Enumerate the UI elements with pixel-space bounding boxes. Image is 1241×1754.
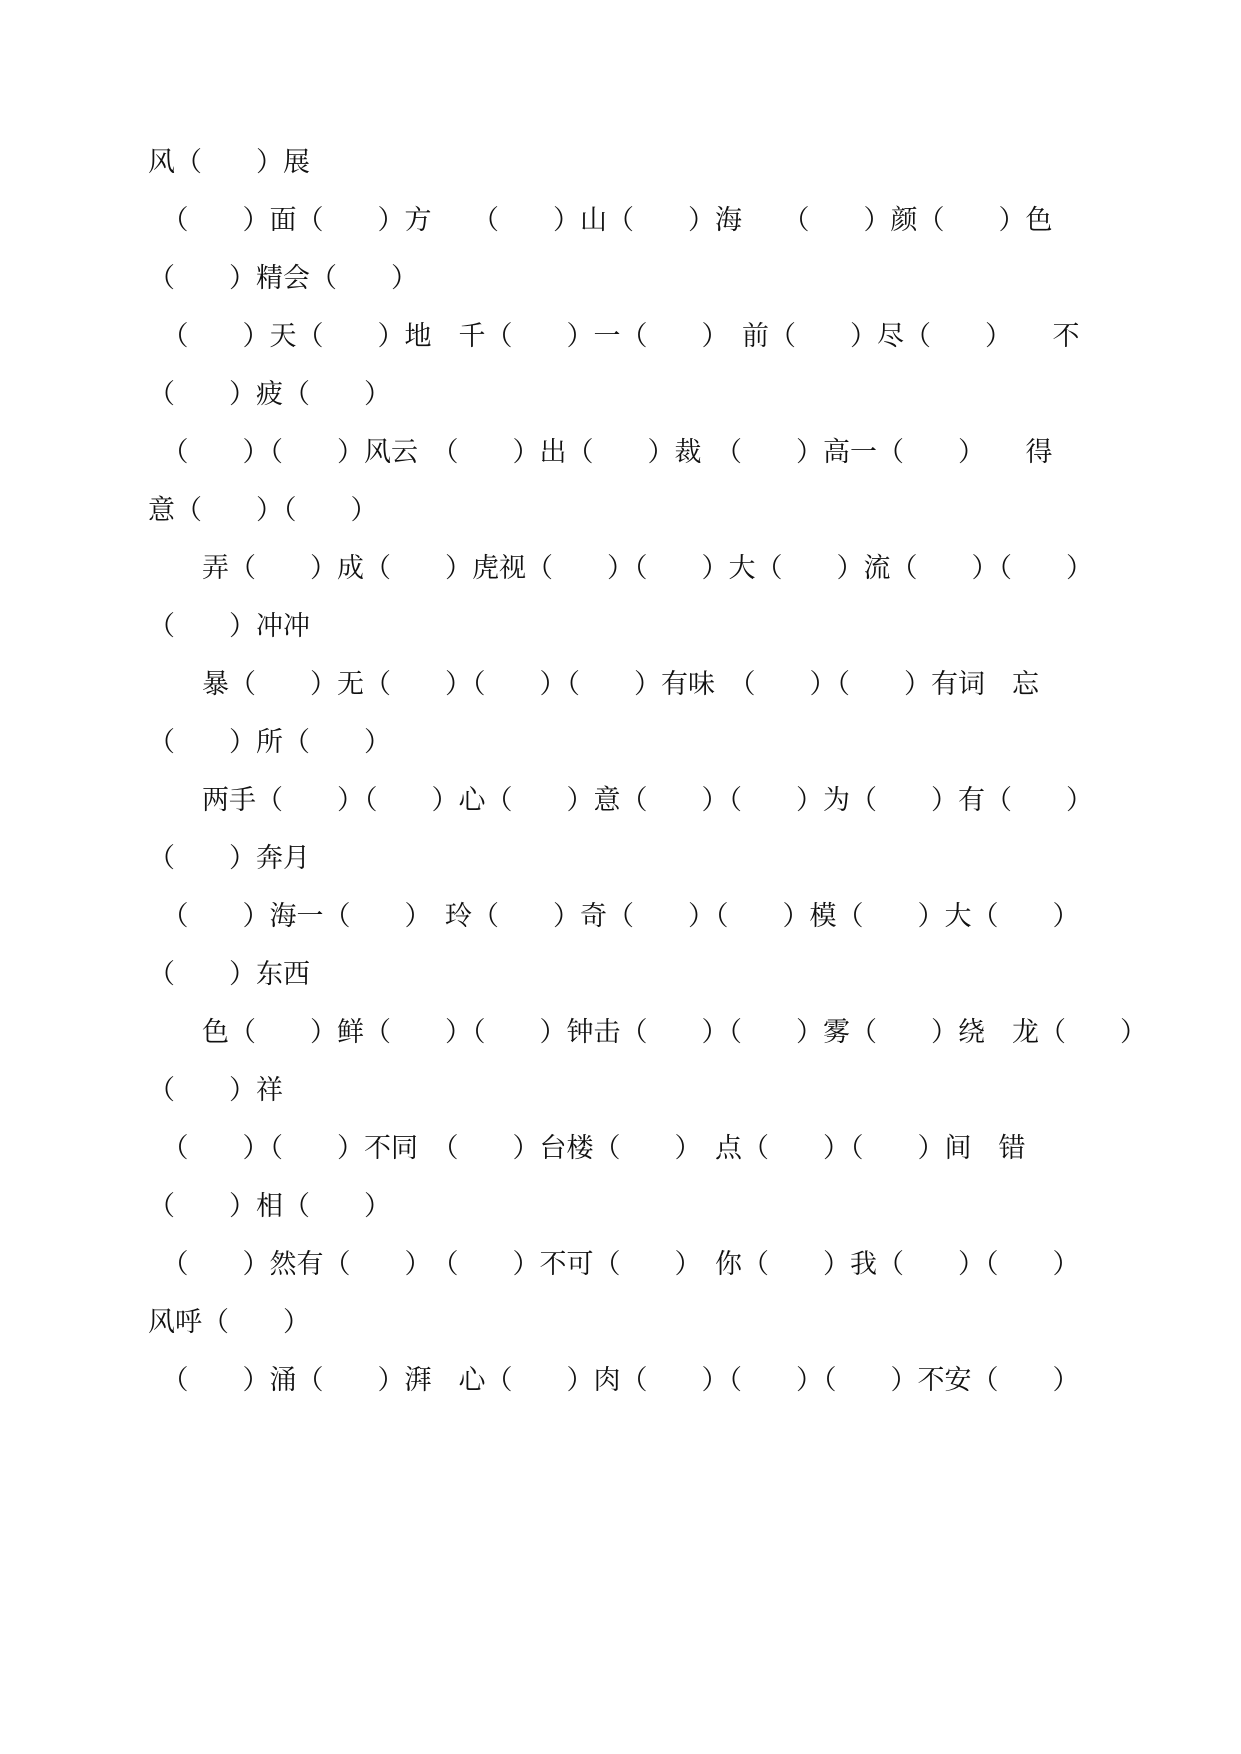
text-line: （ ）精会（ ） — [148, 263, 418, 294]
text-line: 暴（ ）无（ ）（ ）（ ）有味 （ ）（ ）有词 忘 — [148, 669, 1039, 700]
text-line: 风呼（ ） — [148, 1307, 310, 1338]
text-line: 弄（ ）成（ ）虎视（ ）（ ）大（ ）流（ ）（ ） — [148, 553, 1093, 584]
text-line: （ ）（ ）风云 （ ）出（ ）裁 （ ）高一（ ） 得 — [148, 437, 1053, 468]
text-line: （ ）奔月 — [148, 843, 310, 874]
text-line: （ ）（ ）不同 （ ）台楼（ ） 点（ ）（ ）间 错 — [148, 1133, 1026, 1164]
text-line: （ ）天（ ）地 千（ ）一（ ） 前（ ）尽（ ） 不 — [148, 321, 1080, 352]
text-line: （ ）所（ ） — [148, 727, 391, 758]
text-line: 意（ ）（ ） — [148, 495, 378, 526]
text-line: （ ）面（ ）方 （ ）山（ ）海 （ ）颜（ ）色 — [148, 205, 1053, 236]
text-line: （ ）涌（ ）湃 心（ ）肉（ ）（ ）（ ）不安（ ） — [148, 1365, 1080, 1396]
text-line: （ ）东西 — [148, 959, 310, 990]
text-line: （ ）海一（ ） 玲（ ）奇（ ）（ ）模（ ）大（ ） — [148, 901, 1080, 932]
text-line: 风（ ）展 — [148, 147, 310, 178]
text-line: （ ）然有（ ） （ ）不可（ ） 你（ ）我（ ）（ ） — [148, 1249, 1080, 1280]
text-line: （ ）冲冲 — [148, 611, 310, 642]
text-line: （ ）疲（ ） — [148, 379, 391, 410]
text-line: （ ）祥 — [148, 1075, 283, 1106]
text-line: 两手（ ）（ ）心（ ）意（ ）（ ）为（ ）有（ ） — [148, 785, 1093, 816]
text-line: （ ）相（ ） — [148, 1191, 391, 1222]
text-line: 色（ ）鲜（ ）（ ）钟击（ ）（ ）雾（ ）绕 龙（ ） — [148, 1017, 1147, 1048]
